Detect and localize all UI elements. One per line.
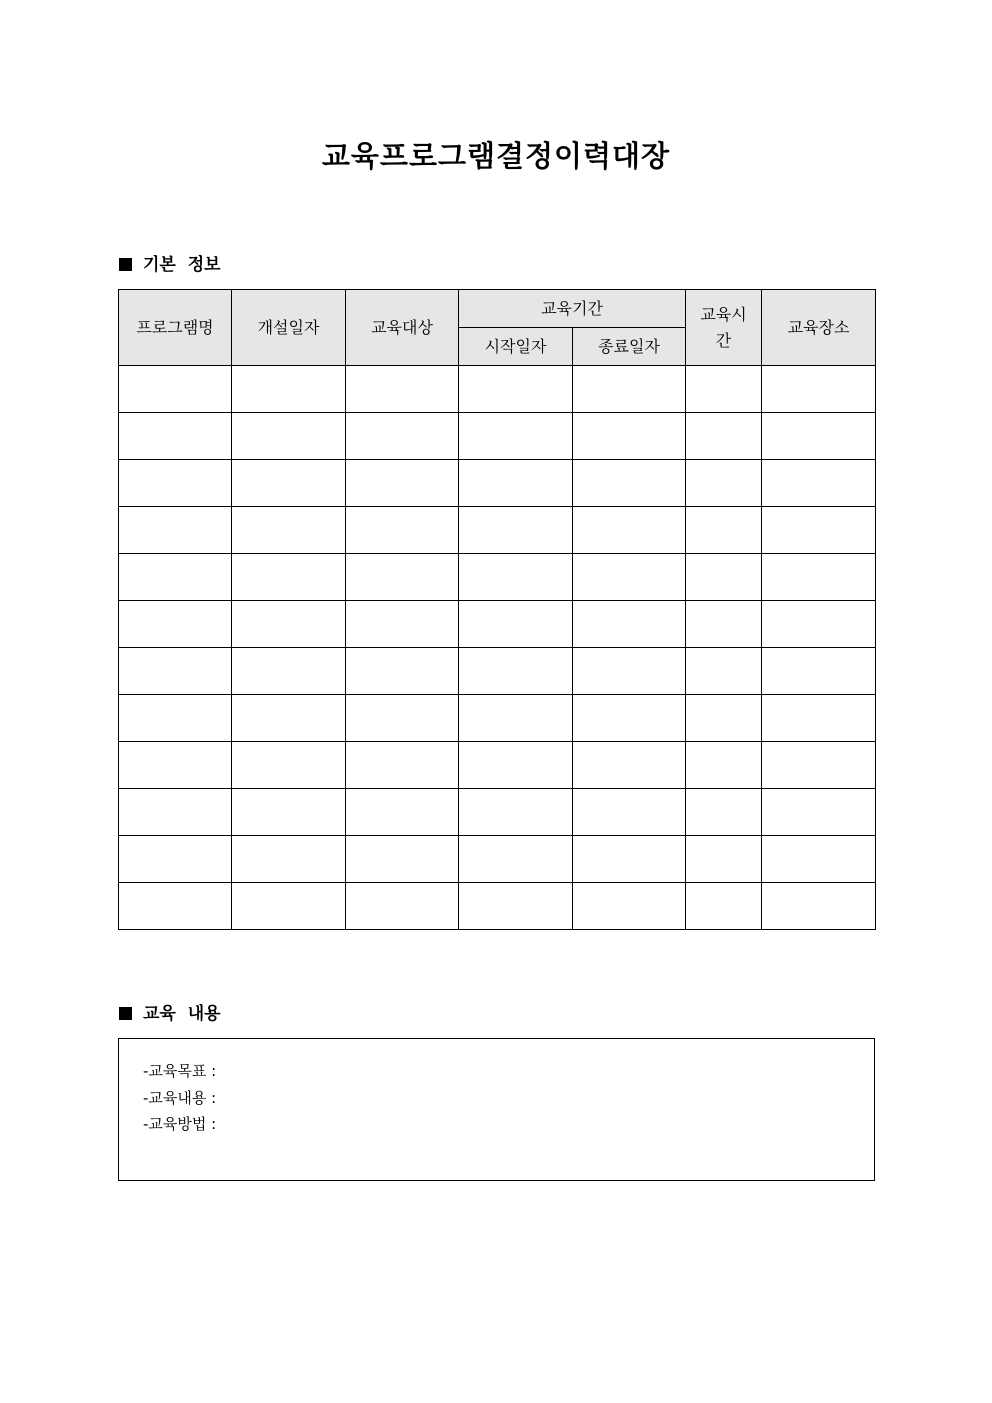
cell-location[interactable] <box>762 695 876 742</box>
cell-hours[interactable] <box>686 366 762 413</box>
table-row <box>119 883 876 930</box>
cell-target[interactable] <box>346 601 459 648</box>
cell-start-date[interactable] <box>459 601 573 648</box>
table-body <box>119 366 876 930</box>
square-bullet-icon <box>119 1007 132 1020</box>
cell-end-date[interactable] <box>573 601 686 648</box>
table-row <box>119 601 876 648</box>
cell-start-date[interactable] <box>459 648 573 695</box>
cell-hours[interactable] <box>686 695 762 742</box>
content-line-goal: -교육목표 : <box>143 1062 217 1080</box>
cell-end-date[interactable] <box>573 883 686 930</box>
cell-start-date[interactable] <box>459 742 573 789</box>
cell-target[interactable] <box>346 648 459 695</box>
cell-hours[interactable] <box>686 742 762 789</box>
cell-hours[interactable] <box>686 789 762 836</box>
cell-opening-date[interactable] <box>232 742 346 789</box>
cell-hours[interactable] <box>686 413 762 460</box>
cell-target[interactable] <box>346 460 459 507</box>
cell-target[interactable] <box>346 695 459 742</box>
table-row <box>119 789 876 836</box>
cell-end-date[interactable] <box>573 742 686 789</box>
cell-program-name[interactable] <box>119 366 232 413</box>
header-period: 교육기간 <box>459 290 686 328</box>
table-row <box>119 554 876 601</box>
cell-start-date[interactable] <box>459 836 573 883</box>
cell-end-date[interactable] <box>573 648 686 695</box>
cell-location[interactable] <box>762 413 876 460</box>
section-heading-label: 교육 내용 <box>143 1004 221 1024</box>
cell-target[interactable] <box>346 883 459 930</box>
cell-location[interactable] <box>762 366 876 413</box>
cell-opening-date[interactable] <box>232 507 346 554</box>
table-row <box>119 460 876 507</box>
basic-info-table <box>118 289 876 930</box>
cell-target[interactable] <box>346 554 459 601</box>
cell-start-date[interactable] <box>459 789 573 836</box>
square-bullet-icon <box>119 258 132 271</box>
header-end-date: 종료일자 <box>573 328 686 366</box>
header-location: 교육장소 <box>762 290 876 366</box>
content-line-method: -교육방법 : <box>143 1115 217 1133</box>
table-header-row <box>119 290 876 328</box>
cell-end-date[interactable] <box>573 836 686 883</box>
cell-hours[interactable] <box>686 554 762 601</box>
table-row <box>119 742 876 789</box>
cell-start-date[interactable] <box>459 507 573 554</box>
cell-opening-date[interactable] <box>232 836 346 883</box>
table-row <box>119 413 876 460</box>
cell-program-name[interactable] <box>119 507 232 554</box>
cell-location[interactable] <box>762 648 876 695</box>
cell-program-name[interactable] <box>119 648 232 695</box>
header-hours: 교육시간 <box>700 304 747 350</box>
cell-start-date[interactable] <box>459 695 573 742</box>
cell-opening-date[interactable] <box>232 554 346 601</box>
cell-start-date[interactable] <box>459 366 573 413</box>
cell-start-date[interactable] <box>459 883 573 930</box>
cell-end-date[interactable] <box>573 554 686 601</box>
cell-location[interactable] <box>762 507 876 554</box>
cell-end-date[interactable] <box>573 366 686 413</box>
cell-start-date[interactable] <box>459 460 573 507</box>
cell-end-date[interactable] <box>573 413 686 460</box>
cell-location[interactable] <box>762 554 876 601</box>
table-row <box>119 507 876 554</box>
cell-hours[interactable] <box>686 601 762 648</box>
cell-opening-date[interactable] <box>232 883 346 930</box>
cell-location[interactable] <box>762 883 876 930</box>
section-heading-basic-info <box>119 254 221 276</box>
cell-hours[interactable] <box>686 460 762 507</box>
section-heading-label: 기본 정보 <box>143 255 221 275</box>
cell-target[interactable] <box>346 366 459 413</box>
header-program-name: 프로그램명 <box>119 290 232 366</box>
cell-target[interactable] <box>346 507 459 554</box>
cell-hours[interactable] <box>686 507 762 554</box>
table-row <box>119 366 876 413</box>
cell-start-date[interactable] <box>459 554 573 601</box>
cell-opening-date[interactable] <box>232 695 346 742</box>
cell-opening-date[interactable] <box>232 366 346 413</box>
cell-location[interactable] <box>762 601 876 648</box>
cell-location[interactable] <box>762 742 876 789</box>
cell-program-name[interactable] <box>119 789 232 836</box>
cell-opening-date[interactable] <box>232 789 346 836</box>
cell-program-name[interactable] <box>119 601 232 648</box>
cell-target[interactable] <box>346 742 459 789</box>
cell-hours[interactable] <box>686 648 762 695</box>
cell-hours[interactable] <box>686 883 762 930</box>
cell-program-name[interactable] <box>119 883 232 930</box>
cell-program-name[interactable] <box>119 695 232 742</box>
cell-program-name[interactable] <box>119 460 232 507</box>
cell-target[interactable] <box>346 789 459 836</box>
cell-location[interactable] <box>762 836 876 883</box>
cell-location[interactable] <box>762 460 876 507</box>
education-content-box[interactable] <box>118 1038 875 1181</box>
cell-opening-date[interactable] <box>232 601 346 648</box>
table-row <box>119 695 876 742</box>
cell-end-date[interactable] <box>573 695 686 742</box>
table-row <box>119 648 876 695</box>
table-row <box>119 836 876 883</box>
cell-program-name[interactable] <box>119 554 232 601</box>
header-opening-date: 개설일자 <box>232 290 346 366</box>
cell-target[interactable] <box>346 836 459 883</box>
cell-program-name[interactable] <box>119 742 232 789</box>
section-heading-education-content <box>119 1003 221 1025</box>
cell-end-date[interactable] <box>573 460 686 507</box>
cell-end-date[interactable] <box>573 789 686 836</box>
content-line-content: -교육내용 : <box>143 1088 217 1107</box>
cell-opening-date[interactable] <box>232 460 346 507</box>
cell-hours[interactable] <box>686 836 762 883</box>
document-title: 교육프로그램결정이력대장 <box>321 139 671 173</box>
cell-end-date[interactable] <box>573 507 686 554</box>
cell-opening-date[interactable] <box>232 648 346 695</box>
cell-start-date[interactable] <box>459 413 573 460</box>
cell-opening-date[interactable] <box>232 413 346 460</box>
cell-target[interactable] <box>346 413 459 460</box>
header-target: 교육대상 <box>346 290 459 366</box>
cell-location[interactable] <box>762 789 876 836</box>
cell-program-name[interactable] <box>119 836 232 883</box>
header-start-date: 시작일자 <box>459 328 573 366</box>
header-hours-cell <box>686 290 762 366</box>
cell-program-name[interactable] <box>119 413 232 460</box>
